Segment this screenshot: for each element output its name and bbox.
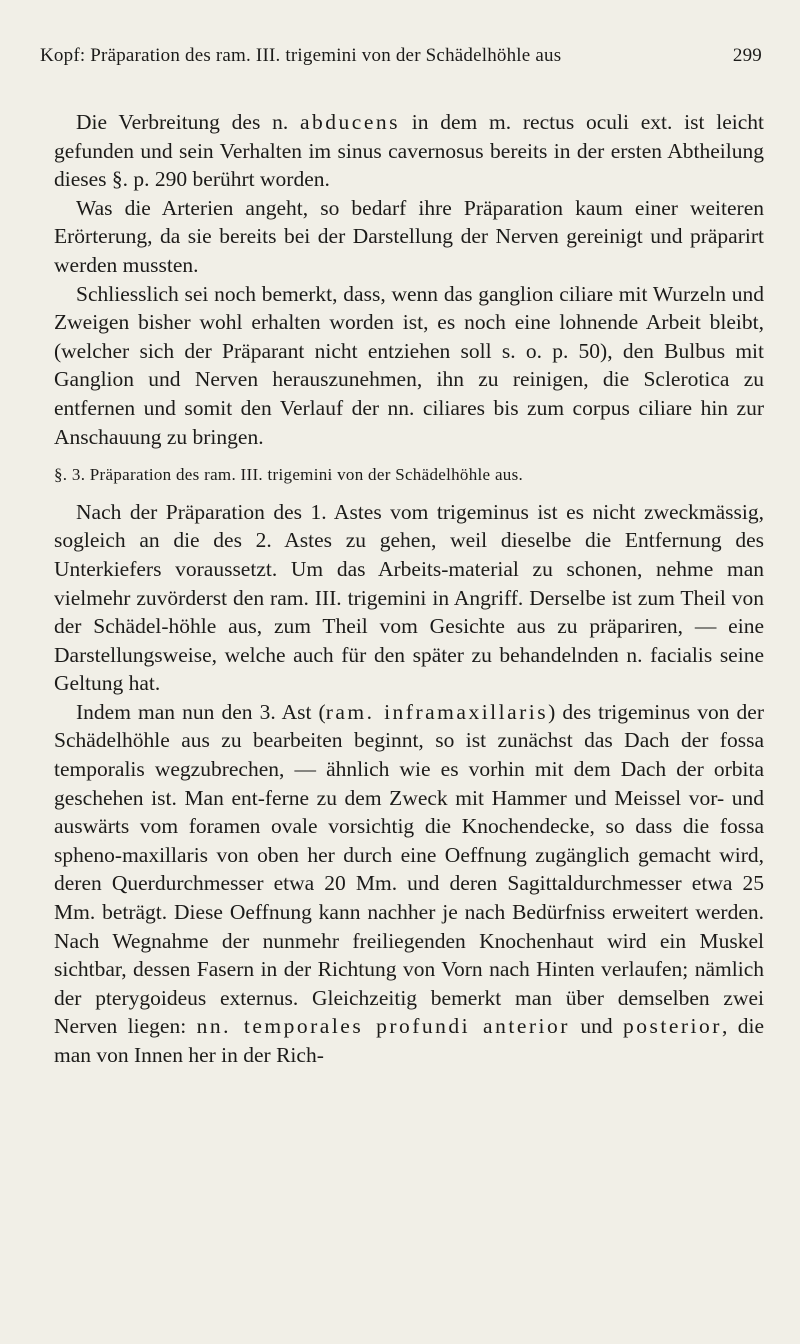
page-number: 299 (732, 45, 762, 66)
running-header (40, 45, 762, 67)
body-text (54, 108, 764, 1070)
text-run: und (569, 1014, 623, 1039)
text-run: ) des trigeminus von der Schädelhöhle aus zu bearbeiten beginnt, so ist zunächst das Dach der fossa temporalis wegzubrechen, — ähnlich wie es vorhin mit dem Dach der orbita geschehen ist. Man ent-ferne zu dem Zweck mit Hammer und Meissel vor- und auswärts vom foramen ovale vorsichtig die Knochendecke, so dass die fossa spheno-maxillaris von oben her durch eine Oeffnung zugänglich gemacht wird, deren Querdurchmesser etwa 20 Mm. und deren Sagittaldurchmesser etwa 25 Mm. beträgt. Diese Oeffnung kann nachher je nach Bedürfniss erweitert werden. Nach Wegnahme der nunmehr freiliegenden Knochenhaut wird ein Muskel sichtbar, dessen Fasern in der Richtung von Vorn nach Hinten verlaufen; nämlich der pterygoideus externus. Gleichzeitig bemerkt man über demselben zwei Nerven liegen: (54, 699, 764, 1039)
spaced-term: ram. inframaxillaris (325, 699, 549, 724)
text-run: in dem m. rectus oculi ext. ist leicht gefunden und sein Verhalten im sinus cavernosus bereits in der ersten Abtheilung dieses §. p. 290 berührt worden. (54, 110, 764, 192)
paragraph-preparation (54, 698, 764, 1070)
paragraph-abducens (54, 108, 764, 194)
text-run: Indem man nun den 3. Ast ( (76, 699, 326, 724)
spaced-term: posterior (623, 1014, 722, 1039)
spaced-term: nn. temporales profundi anterior (196, 1014, 570, 1039)
paragraph-ganglion: Schliesslich sei noch bemerkt, dass, wenn das ganglion ciliare mit Wurzeln und Zweigen bisher wohl erhalten worden ist, es noch eine lohnende Arbeit bleibt, (welcher sich der Präparant nicht entziehen soll s. o. p. 50), den Bulbus mit Ganglion und Nerven herauszunehmen, ihn zu reinigen, die Sclerotica zu entfernen und somit den Verlauf der nn. ciliares bis zum corpus ciliare hin zur Anschauung zu bringen. (54, 281, 764, 449)
running-title: Kopf: Präparation des ram. III. trigemini von der Schädelhöhle aus (40, 45, 562, 66)
paragraph-third-branch: Nach der Präparation des 1. Astes vom trigeminus ist es nicht zweckmässig, sogleich an die des 2. Astes zu gehen, weil dieselbe die Entfernung des Unterkiefers voraussetzt. Um das Arbeits-material zu schonen, nehme man vielmehr zuvörderst den ram. III. trigemini in Angriff. Derselbe ist zum Theil von der Schädel-höhle aus, zum Theil vom Gesichte aus zu präpariren, — eine Darstellungsweise, welche auch für den später zu behandelnden n. facialis seine Geltung hat. (54, 499, 764, 696)
text-run: Die Verbreitung des n. (76, 110, 300, 134)
section-heading: §. 3. Präparation des ram. III. trigemini von der Schädelhöhle aus. (54, 465, 524, 485)
spaced-term: abducens (300, 110, 400, 134)
paragraph-arteries: Was die Arterien angeht, so bedarf ihre Präparation kaum einer weiteren Erörterung, da sie bereits bei der Darstellung der Nerven gereinigt und präparirt werden mussten. (54, 195, 764, 277)
text-run: , die man von Innen her in der Rich- (54, 1014, 764, 1067)
